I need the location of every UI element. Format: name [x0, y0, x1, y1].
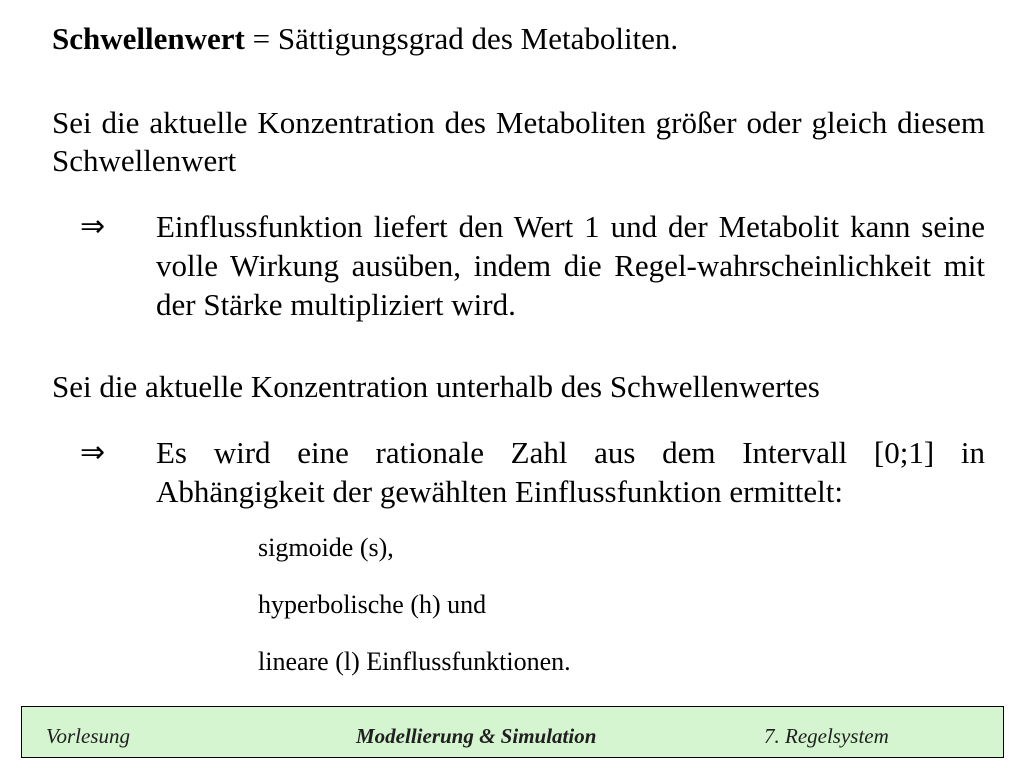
implication-block-2: [52, 433, 985, 511]
condition-paragraph-2: Sei die aktuelle Konzentration unterhalb des Schwellenwertes: [52, 369, 820, 404]
function-type-list: [258, 534, 571, 705]
footer-course-title: Modellierung & Simulation: [356, 724, 597, 748]
condition-paragraph-1: Sei die aktuelle Konzentration des Metaboliten größer oder gleich diesem Schwellenwert: [52, 105, 985, 178]
footer-lecture-label: Vorlesung: [46, 724, 130, 748]
footer-chapter-label: 7. Regelsystem: [764, 724, 889, 748]
implication-text-1: Einflussfunktion liefert den Wert 1 und der Metabolit kann seine volle Wirkung ausüben, indem die Regel-wahrscheinlichkeit mit der Stärke multipliziert wird.: [156, 209, 985, 322]
heading-term: Schwellenwert: [52, 21, 245, 56]
implication-text-2: Es wird eine rationale Zahl aus dem Intervall [0;1] in Abhängigkeit der gewählten Einflussfunktion ermittelt:: [156, 435, 985, 509]
function-type-item: hyperbolische (h) und: [258, 590, 487, 619]
implies-arrow-icon: ⇒: [80, 209, 106, 244]
implication-block-1: [52, 207, 985, 324]
function-type-item: sigmoide (s),: [258, 533, 394, 562]
implies-arrow-icon: ⇒: [80, 435, 106, 470]
footer-bar: [21, 706, 1004, 758]
slide-heading: [52, 20, 678, 58]
heading-definition: = Sättigungsgrad des Metaboliten.: [244, 21, 679, 56]
function-type-item: lineare (l) Einflussfunktionen.: [258, 647, 571, 676]
